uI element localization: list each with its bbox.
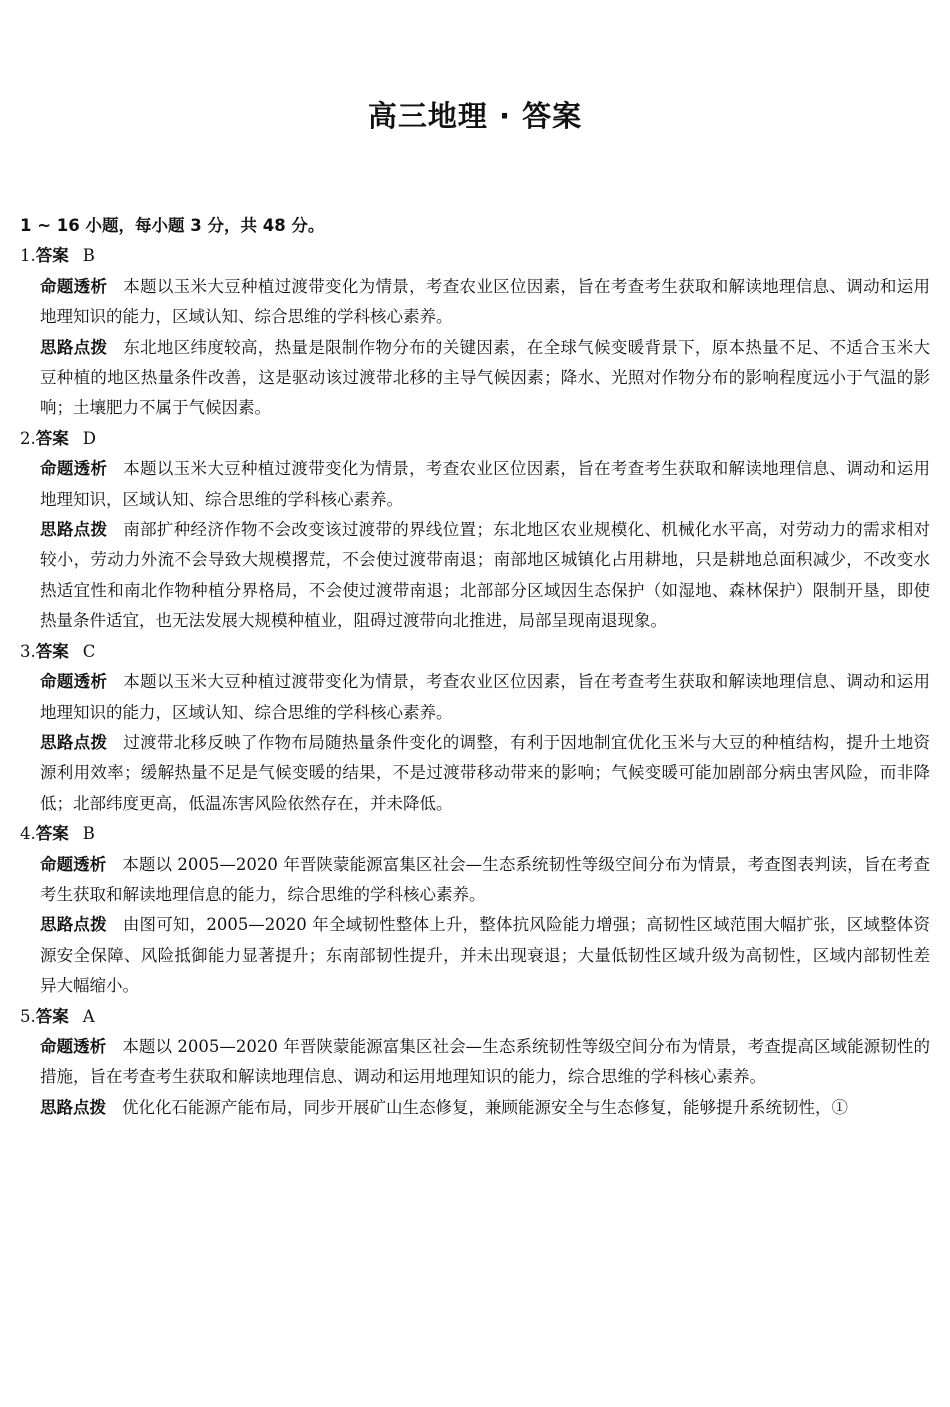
question-header: [20, 637, 930, 667]
answer-choice: C: [82, 641, 96, 661]
analysis-label: 命题透析: [40, 459, 108, 479]
analysis-paragraph: [40, 1032, 930, 1093]
question-block: [20, 637, 930, 819]
page-title: 高三地理 · 答案: [367, 99, 583, 133]
analysis-paragraph: [40, 667, 930, 728]
hint-text: 由图可知，2005—2020 年全域韧性整体上升，整体抗风险能力增强；高韧性区域范围大幅扩张，区域整体资源安全保障、风险抵御能力显著提升；东南部韧性提升，并未出现衰退；大量低韧性区域升级为高韧性，区域内部韧性差异大幅缩小。: [40, 915, 930, 996]
question-header: [20, 241, 930, 271]
question-header: [20, 819, 930, 849]
hint-paragraph: [40, 728, 930, 819]
analysis-text: 本题以 2005—2020 年晋陕蒙能源富集区社会—生态系统韧性等级空间分布为情景，考查图表判读，旨在考查考生获取和解读地理信息的能力，综合思维的学科核心素养。: [40, 854, 930, 904]
analysis-paragraph: [40, 850, 930, 911]
question-number: 4.: [20, 824, 36, 844]
answer-label: 答案: [35, 246, 69, 266]
analysis-paragraph: [40, 454, 930, 515]
question-header: [20, 1002, 930, 1032]
answer-choice: D: [82, 428, 96, 448]
analysis-paragraph: [40, 272, 930, 333]
hint-paragraph: [40, 1093, 930, 1123]
answer-label: 答案: [35, 641, 69, 661]
analysis-text: 本题以玉米大豆种植过渡带变化为情景，考查农业区位因素，旨在考查考生获取和解读地理信息、调动和运用地理知识，区域认知、综合思维的学科核心素养。: [40, 459, 931, 509]
answer-label: 答案: [35, 824, 69, 844]
analysis-label: 命题透析: [40, 672, 108, 692]
hint-label: 思路点拨: [40, 520, 108, 540]
hint-paragraph: [40, 910, 930, 1001]
analysis-text: 本题以 2005—2020 年晋陕蒙能源富集区社会—生态系统韧性等级空间分布为情景，考查提高区域能源韧性的措施，旨在考查考生获取和解读地理信息、调动和运用地理知识的能力，综合思维的学科核心素养。: [40, 1036, 930, 1087]
hint-label: 思路点拨: [40, 732, 108, 752]
question-header: [20, 424, 930, 454]
hint-text: 南部扩种经济作物不会改变该过渡带的界线位置；东北地区农业规模化、机械化水平高，对劳动力的需求相对较小，劳动力外流不会导致大规模撂荒，不会使过渡带南退；南部地区城镇化占用耕地，只是耕地总面积减少，不改变水热适宜性和南北作物种植分界格局，不会使过渡带南退；北部部分区域因生态保护（如湿地、森林保护）限制开垦，即使热量条件适宜，也无法发展大规模种植业，阻碍过渡带向北推进，局部呈现南退现象。: [40, 520, 931, 631]
hint-label: 思路点拨: [40, 337, 108, 357]
question-block: [20, 1002, 930, 1124]
question-block: [20, 424, 930, 637]
hint-label: 思路点拨: [40, 915, 107, 935]
question-number: 2.: [20, 428, 36, 448]
answer-choice: A: [82, 1006, 95, 1026]
analysis-label: 命题透析: [40, 854, 107, 874]
question-number: 3.: [20, 641, 36, 661]
hint-paragraph: [40, 515, 930, 637]
hint-text: 优化化石能源产能布局，同步开展矿山生态修复，兼顾能源安全与生态修复，能够提升系统韧性，①: [122, 1097, 848, 1117]
hint-text: 过渡带北移反映了作物布局随热量条件变化的调整，有利于因地制宜优化玉米与大豆的种植结构，提升土地资源利用效率；缓解热量不足是气候变暖的结果，不是过渡带移动带来的影响；气候变暖可能加剧部分病虫害风险，而非降低；北部纬度更高，低温冻害风险依然存在，并未降低。: [40, 732, 931, 813]
answer-choice: B: [82, 246, 95, 266]
section-intro: 1 ~ 16 小题，每小题 3 分，共 48 分。: [20, 216, 325, 235]
analysis-label: 命题透析: [40, 276, 108, 296]
hint-paragraph: [40, 333, 930, 424]
question-number: 1.: [20, 246, 36, 266]
question-number: 5.: [20, 1006, 36, 1026]
hint-text: 东北地区纬度较高，热量是限制作物分布的关键因素，在全球气候变暖背景下，原本热量不足、不适合玉米大豆种植的地区热量条件改善，这是驱动该过渡带北移的主导气候因素；降水、光照对作物分布的影响程度远小于气温的影响；土壤肥力不属于气候因素。: [40, 337, 931, 418]
question-block: [20, 241, 930, 423]
answer-content: [20, 211, 930, 1123]
analysis-text: 本题以玉米大豆种植过渡带变化为情景，考查农业区位因素，旨在考查考生获取和解读地理信息、调动和运用地理知识的能力，区域认知、综合思维的学科核心素养。: [40, 276, 931, 327]
answer-choice: B: [82, 824, 95, 844]
hint-label: 思路点拨: [40, 1097, 106, 1117]
answer-label: 答案: [35, 1006, 69, 1026]
question-block: [20, 819, 930, 1001]
answer-label: 答案: [35, 428, 69, 448]
analysis-text: 本题以玉米大豆种植过渡带变化为情景，考查农业区位因素，旨在考查考生获取和解读地理信息、调动和运用地理知识的能力，区域认知、综合思维的学科核心素养。: [40, 672, 931, 722]
analysis-label: 命题透析: [40, 1036, 107, 1056]
